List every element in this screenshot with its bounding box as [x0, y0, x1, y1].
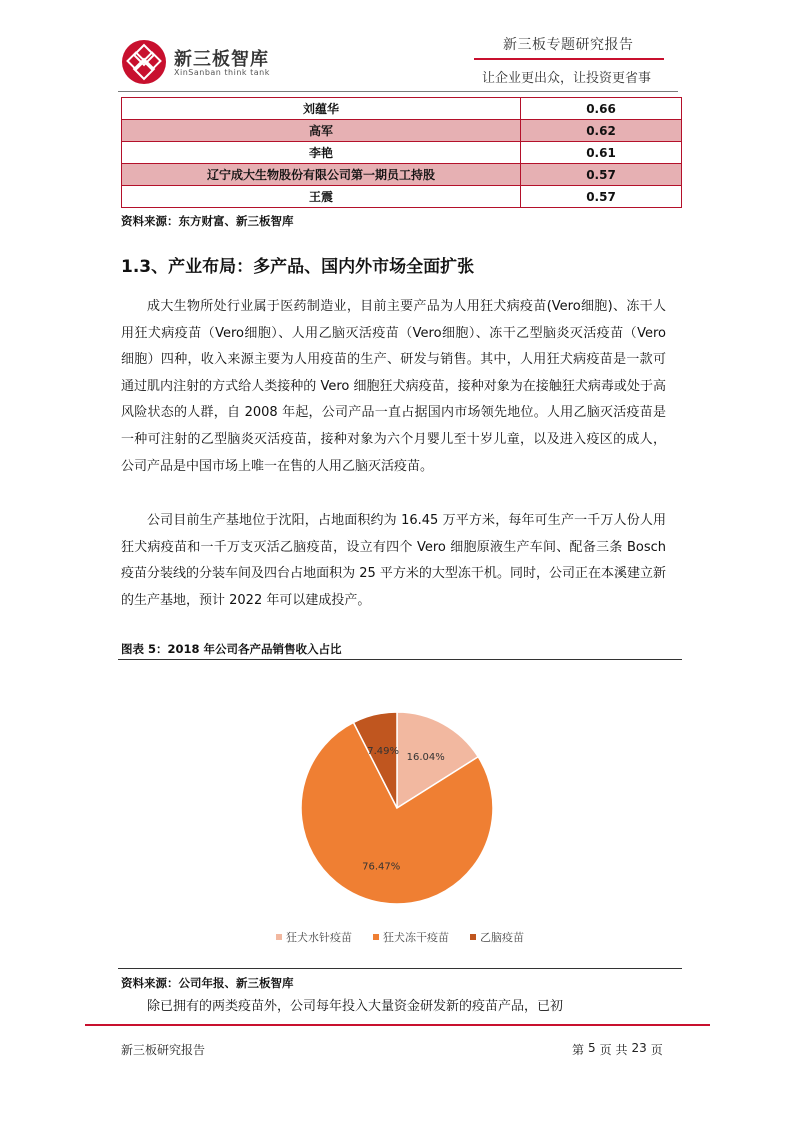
table-row [122, 120, 682, 142]
figure-bottom-rule [118, 968, 682, 969]
holder-value: 0.57 [521, 164, 682, 186]
figure-top-rule [118, 659, 682, 660]
footer-accent-line [85, 1024, 710, 1026]
page-label: 页 [650, 1043, 663, 1057]
pie-data-label: 16.04% [406, 751, 445, 763]
logo-icon [122, 40, 166, 84]
legend-label: 狂犬水针疫苗 [286, 931, 352, 944]
page-current: 5 [588, 1041, 596, 1055]
figure-caption: 图表 5：2018 年公司各产品销售收入占比 [121, 642, 342, 656]
section-title: 1.3、产业布局：多产品、国内外市场全面扩张 [121, 257, 475, 277]
legend-item [470, 929, 524, 945]
pie-data-label: 76.47% [362, 861, 401, 873]
header-slogan: 让企业更出众，让投资更省事 [482, 71, 652, 86]
legend-item [373, 929, 449, 945]
table-row [122, 164, 682, 186]
holder-name: 高军 [122, 120, 521, 142]
holder-name: 刘蕴华 [122, 98, 521, 120]
holder-value: 0.66 [521, 98, 682, 120]
legend-label: 狂犬冻干疫苗 [383, 931, 449, 944]
header-accent-line [474, 58, 664, 60]
holder-name: 王震 [122, 186, 521, 208]
figure-source: 资料来源：公司年报、新三板智库 [121, 976, 294, 990]
table-source: 资料来源：东方财富、新三板智库 [121, 214, 294, 228]
page-number [572, 1041, 663, 1058]
table-row [122, 186, 682, 208]
page-label: 页 共 [599, 1043, 628, 1057]
legend-swatch [276, 934, 282, 940]
logo-name: 新三板智库 [174, 49, 269, 70]
page-total: 23 [631, 1041, 647, 1055]
table-row [122, 98, 682, 120]
paragraph-3: 除已拥有的两类疫苗外，公司每年投入大量资金研发新的疫苗产品，已初 [147, 999, 564, 1014]
page-label: 第 [572, 1043, 585, 1057]
holder-value: 0.62 [521, 120, 682, 142]
header-divider [118, 91, 678, 92]
paragraph-2: 公司目前生产基地位于沈阳，占地面积约为 16.45 万平方米，每年可生产一千万人份人用狂犬病疫苗和一千万支灭活乙脑疫苗，设立有四个 Vero 细胞原液生产车间、配备三条 Bosch 疫苗分装线的分装车间及四台占地面积为 25 平方米的大型冻干机。同时，公司正在本溪建立新的生产基地，预计 2022 年可以建成投产。 [121, 513, 666, 608]
footer-title: 新三板研究报告 [121, 1043, 206, 1057]
logo-subtitle: XinSanban think tank [174, 68, 270, 77]
holder-value: 0.57 [521, 186, 682, 208]
legend-label: 乙脑疫苗 [480, 931, 524, 944]
table-row [122, 142, 682, 164]
holder-name: 辽宁成大生物股份有限公司第一期员工持股 [122, 164, 521, 186]
holder-name: 李艳 [122, 142, 521, 164]
pie-chart [121, 661, 682, 961]
paragraph-1: 成大生物所处行业属于医药制造业，目前主要产品为人用狂犬病疫苗(Vero细胞)、冻干人用狂犬病疫苗（Vero细胞）、人用乙脑灭活疫苗（Vero细胞）、冻干乙型脑炎灭活疫苗（Vero 细胞）四种，收入来源主要为人用疫苗的生产、研发与销售。其中，人用狂犬病疫苗是一款可通过肌内注射的方式给人类接种的 Vero 细胞狂犬病疫苗，接种对象为在接触狂犬病毒或处于高风险状态的人群，自 2008 年起，公司产品一直占据国内市场领先地位。人用乙脑灭活疫苗是一种可注射的乙型脑炎灭活疫苗，接种对象为六个月婴儿至十岁儿童，以及进入疫区的成人，公司产品是中国市场上唯一在售的人用乙脑灭活疫苗。 [121, 299, 666, 474]
legend-item [276, 929, 352, 945]
shareholders-table [121, 97, 682, 208]
holder-value: 0.61 [521, 142, 682, 164]
legend-swatch [470, 934, 476, 940]
report-title: 新三板专题研究报告 [503, 37, 634, 53]
legend-swatch [373, 934, 379, 940]
pie-data-label: 7.49% [367, 746, 400, 758]
